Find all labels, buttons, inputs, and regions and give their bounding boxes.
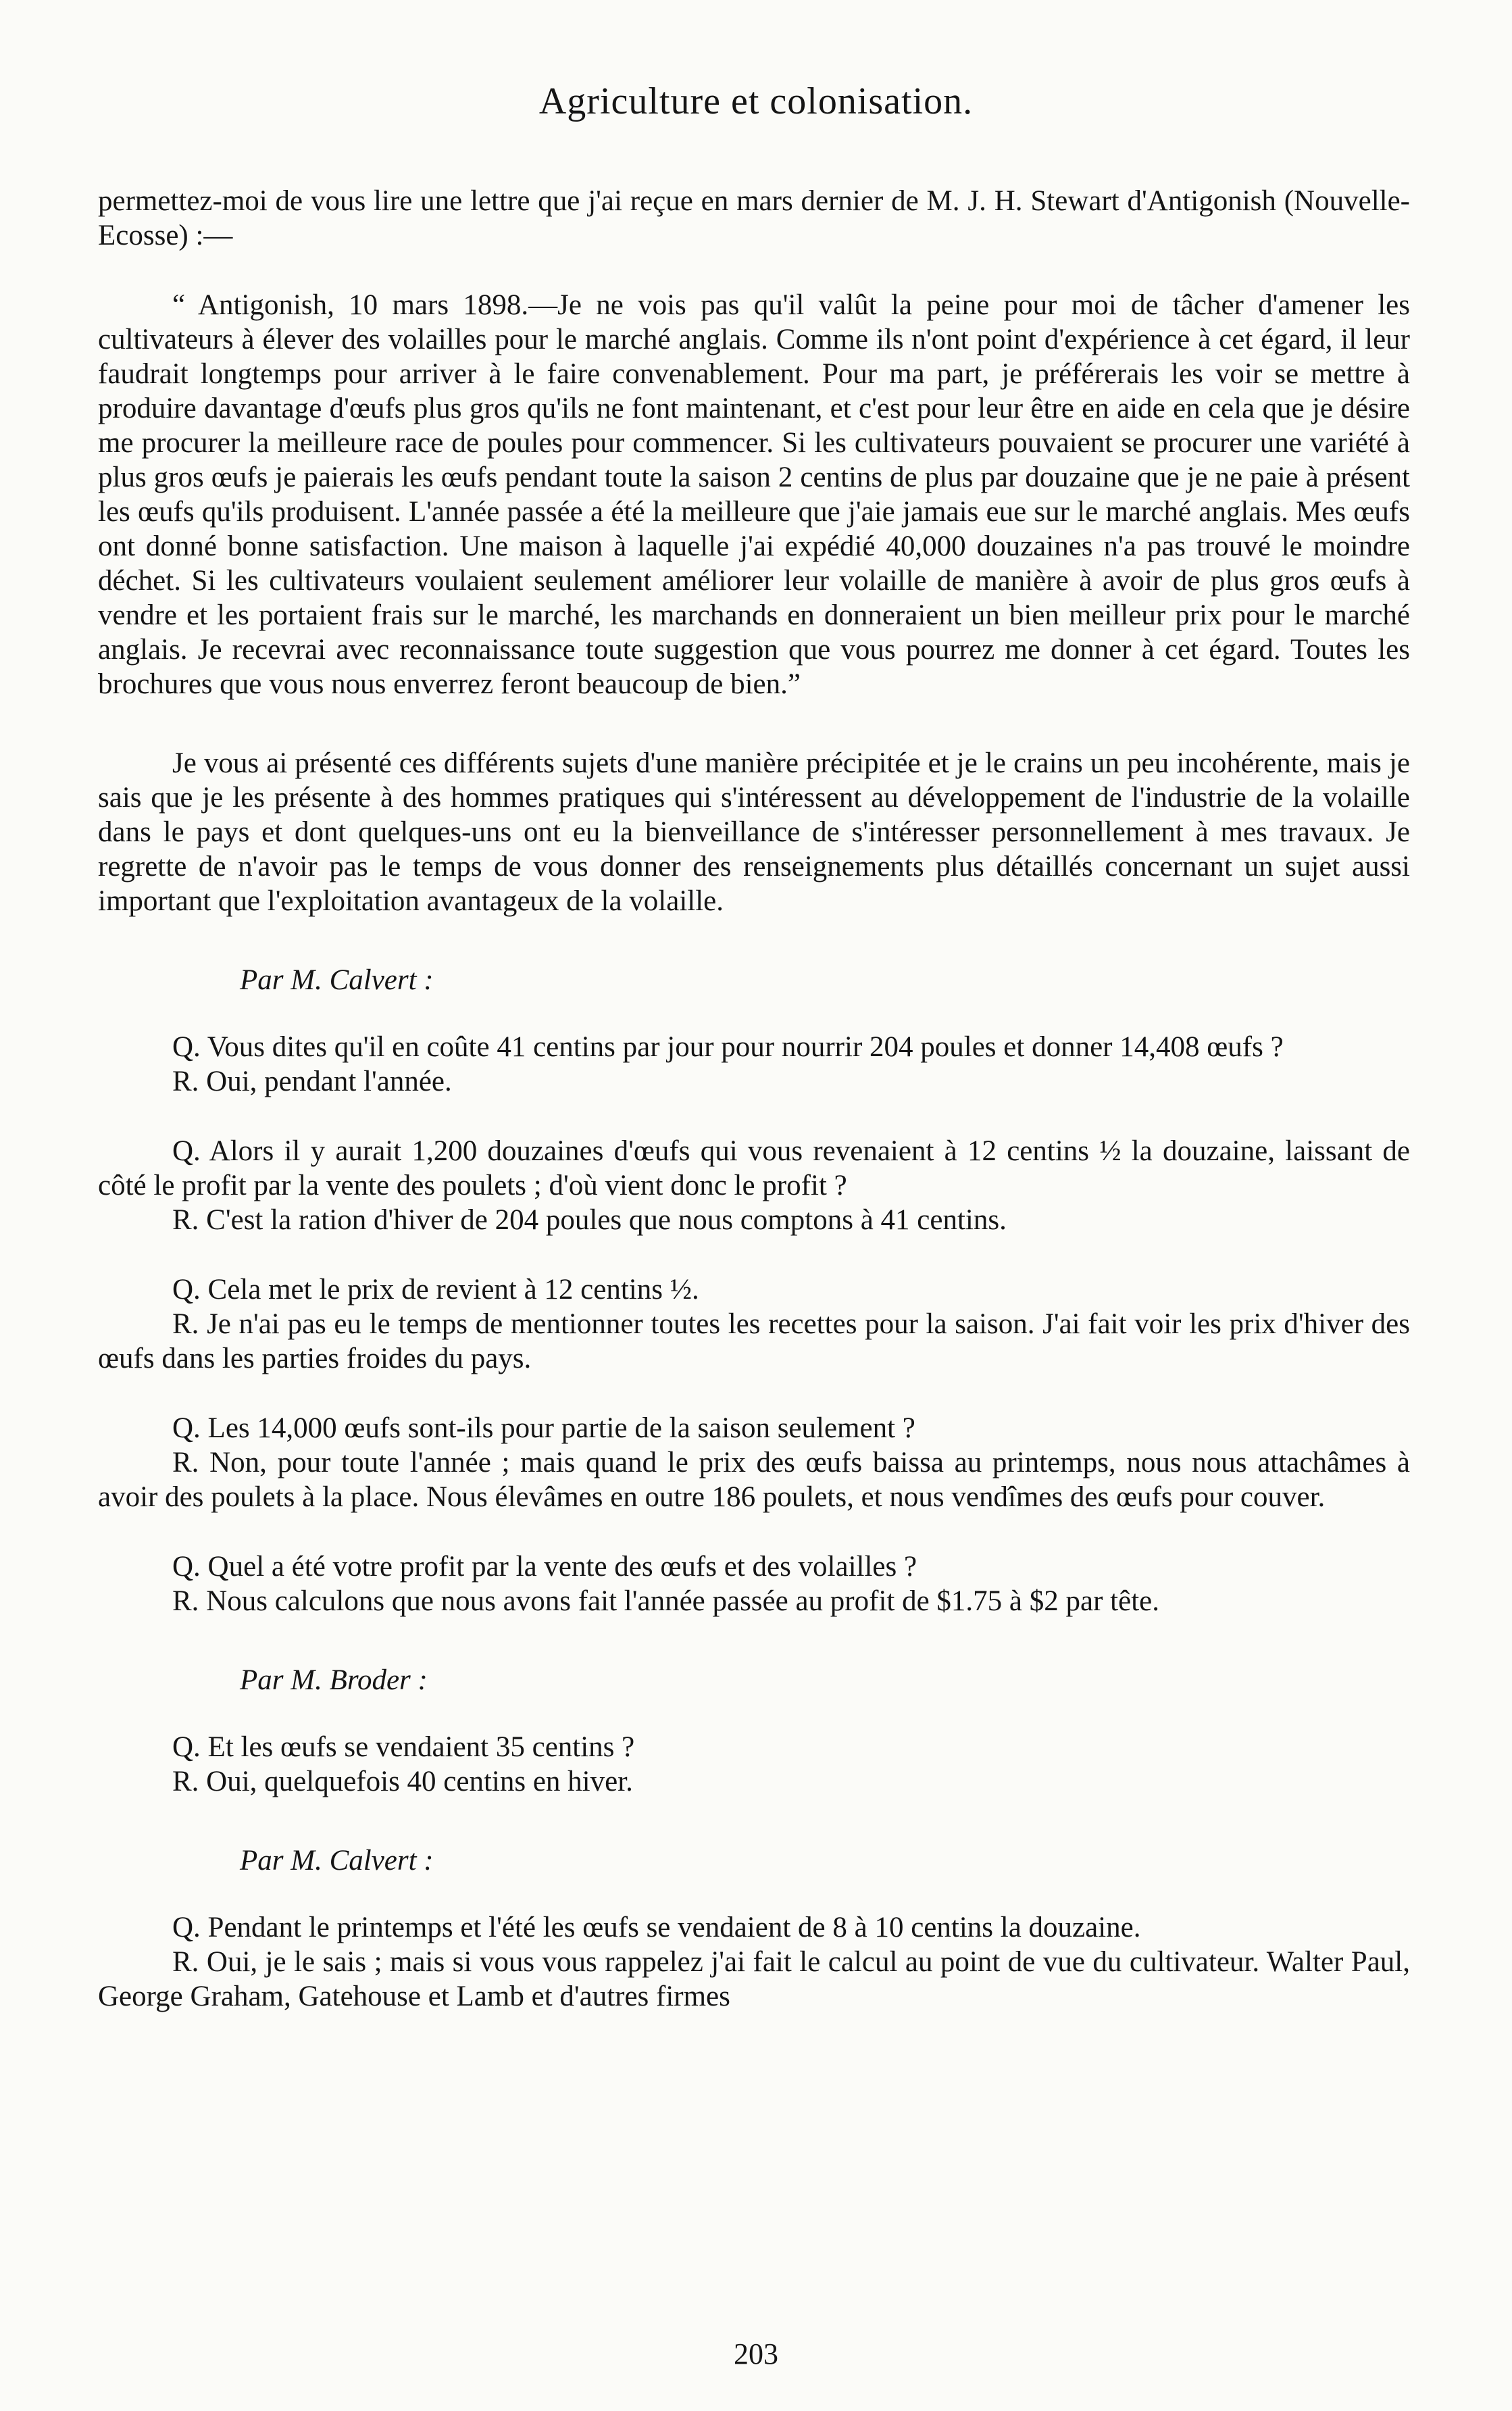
answer: R. Oui, quelquefois 40 centins en hiver. xyxy=(172,1766,633,1797)
question: Q. Quel a été votre profit par la vente des œufs et des volailles ? xyxy=(172,1551,917,1583)
answer: R. Nous calculons que nous avons fait l'année passée au profit de $1.75 à $2 par tête. xyxy=(172,1585,1159,1617)
answer: R. Oui, je le sais ; mais si vous vous rappelez j'ai fait le calcul au point de vue du cultivateur. Walter Paul, George Graham, Gatehouse et Lamb et d'autres firmes xyxy=(98,1946,1410,2012)
paragraph-letter-intro: permettez-moi de vous lire une lettre que j'ai reçue en mars dernier de M. J. H. Stewart d'Antigonish (Nouvelle-Ecosse) :— xyxy=(98,185,1410,251)
running-title: Agriculture et colonisation. xyxy=(538,80,974,122)
page-number: 203 xyxy=(734,2337,778,2370)
speaker-heading: Par M. Broder : xyxy=(240,1664,428,1696)
answer: R. C'est la ration d'hiver de 204 poules que nous comptons à 41 centins. xyxy=(172,1204,1007,1236)
question: Q. Alors il y aurait 1,200 douzaines d'œufs qui vous revenaient à 12 centins ½ la douzaine, laissant de côté le profit par la vente des poulets ; d'où vient donc le profit ? xyxy=(98,1135,1410,1201)
answer: R. Je n'ai pas eu le temps de mentionner toutes les recettes pour la saison. J'ai fait voir les prix d'hiver des œufs dans les parties froides du pays. xyxy=(98,1308,1410,1374)
paragraph-closing-remarks: Je vous ai présenté ces différents sujets d'une manière précipitée et je le crains un peu incohérente, mais je sais que je les présente à des hommes pratiques qui s'intéressent au développement de l'industrie de la volaille dans le pays et dont quelques-uns ont eu la bienveillance de s'intéresser personnellement à mes travaux. Je regrette de n'avoir pas le temps de vous donner des renseignements plus détaillés concernant un sujet aussi important que l'exploitation avantageux de la volaille. xyxy=(98,747,1410,917)
paragraph-letter-quote: “ Antigonish, 10 mars 1898.—Je ne vois pas qu'il valût la peine pour moi de tâcher d'amener les cultivateurs à élever des volailles pour le marché anglais. Comme ils n'ont point d'expérience à cet égard, il leur faudrait longtemps pour arriver à le faire convenablement. Pour ma part, je préférerais les voir se mettre à produire davantage d'œufs plus gros qu'ils ne font maintenant, et c'est pour leur être en aide en cela que je désire me procurer la meilleure race de poules pour commencer. Si les cultivateurs pouvaient se procurer une variété à plus gros œufs je paierais les œufs pendant toute la saison 2 centins de plus par douzaine que je ne paie à présent les œufs qu'ils produisent. L'année passée a été la meilleure que j'aie jamais eue sur le marché anglais. Mes œufs ont donné bonne satisfaction. Une maison à laquelle j'ai expédié 40,000 douzaines n'a pas trouvé le moindre déchet. Si les cultivateurs voulaient seulement améliorer leur volaille de manière à avoir de plus gros œufs à vendre et les portaient frais sur le marché, les marchands en donneraient un bien meilleur prix pour le marché anglais. Je recevrai avec reconnaissance toute suggestion que vous pourrez me donner à cet égard. Toutes les brochures que vous nous enverrez feront beaucoup de bien.” xyxy=(98,289,1410,700)
question: Q. Les 14,000 œufs sont-ils pour partie de la saison seulement ? xyxy=(172,1412,915,1444)
answer: R. Non, pour toute l'année ; mais quand le prix des œufs baissa au printemps, nous nous attachâmes à avoir des poulets à la place. Nous élevâmes en outre 186 poulets, et nous vendîmes des œufs pour couver. xyxy=(98,1447,1410,1513)
body-text xyxy=(98,184,1410,2014)
question: Q. Cela met le prix de revient à 12 centins ½. xyxy=(172,1274,699,1306)
speaker-heading: Par M. Calvert : xyxy=(240,1845,434,1876)
question: Q. Et les œufs se vendaient 35 centins ? xyxy=(172,1731,635,1763)
question: Q. Pendant le printemps et l'été les œufs se vendaient de 8 à 10 centins la douzaine. xyxy=(172,1912,1141,1943)
speaker-heading: Par M. Calvert : xyxy=(240,964,434,996)
question: Q. Vous dites qu'il en coûte 41 centins par jour pour nourrir 204 poules et donner 14,408 œufs ? xyxy=(172,1031,1284,1063)
answer: R. Oui, pendant l'année. xyxy=(172,1066,452,1097)
